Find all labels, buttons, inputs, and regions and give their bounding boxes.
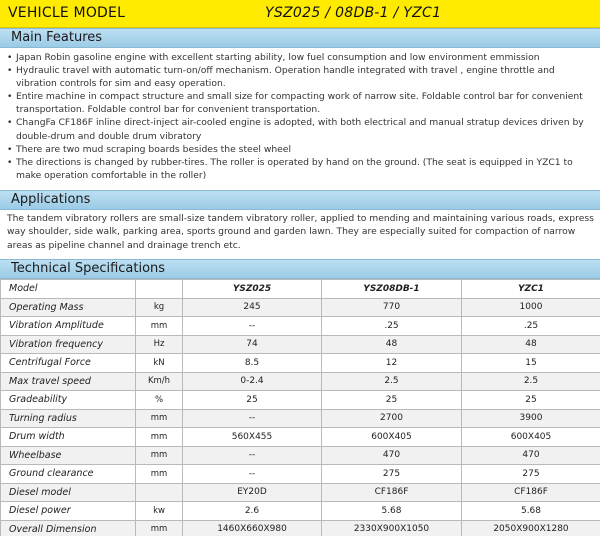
vehicle-model-list: YSZ025 / 08DB-1 / YZC1 [265,5,442,21]
spec-row [1,335,600,354]
spec-value-model-1: -- [183,317,322,336]
vehicle-model-bar [0,0,600,28]
spec-row [1,465,600,484]
spec-value-model-2: 600X405 [322,428,462,447]
spec-unit: mm [136,409,183,428]
spec-row [1,372,600,391]
spec-label: Turning radius [1,409,136,428]
spec-value-model-1: 560X455 [183,428,322,447]
spec-value-model-2: 2700 [322,409,462,428]
spec-value-model-3: 5.68 [462,502,600,521]
feature-item: • Entire machine in compact structure and small size for compacting work of narrow site. Foldable control bar for convenient transportation. Foldable control bar for convenient transportation. [7,90,597,116]
spec-value-model-3: 25 [462,391,600,410]
spec-value-model-3: 470 [462,446,600,465]
spec-row [1,354,600,373]
spec-row [1,409,600,428]
spec-value-model-3: 1000 [462,298,600,317]
spec-unit: % [136,391,183,410]
spec-value-model-2: 770 [322,298,462,317]
spec-header-model-2: YSZ08DB-1 [322,280,462,299]
spec-value-model-3: CF186F [462,483,600,502]
spec-value-model-3: 48 [462,335,600,354]
spec-row [1,483,600,502]
spec-value-model-3: .25 [462,317,600,336]
spec-header-model-3: YZC1 [462,280,600,299]
spec-header-label: Model [1,280,136,299]
spec-value-model-1: 8.5 [183,354,322,373]
spec-unit: Km/h [136,372,183,391]
spec-row [1,391,600,410]
spec-label: Diesel power [1,502,136,521]
spec-value-model-3: 15 [462,354,600,373]
spec-value-model-1: 25 [183,391,322,410]
spec-unit: mm [136,520,183,536]
spec-label: Max travel speed [1,372,136,391]
spec-label: Vibration Amplitude [1,317,136,336]
spec-value-model-1: 1460X660X980 [183,520,322,536]
spec-header-unit [136,280,183,299]
spec-value-model-2: .25 [322,317,462,336]
spec-header-row [1,280,600,299]
spec-row [1,502,600,521]
spec-value-model-2: 275 [322,465,462,484]
feature-item: • Hydraulic travel with automatic turn-on/off mechanism. Operation handle integrated with travel , engine throttle and vibration controls for sim and easy operation. [7,64,597,90]
spec-value-model-2: 470 [322,446,462,465]
spec-label: Gradeability [1,391,136,410]
spec-row [1,446,600,465]
spec-value-model-2: 12 [322,354,462,373]
spec-label: Ground clearance [1,465,136,484]
applications-header [0,190,600,210]
spec-row [1,298,600,317]
spec-unit: mm [136,317,183,336]
spec-label: Operating Mass [1,298,136,317]
spec-unit: kw [136,502,183,521]
spec-row [1,317,600,336]
main-features-list [7,51,597,182]
spec-unit: mm [136,428,183,447]
spec-label: Drum width [1,428,136,447]
technical-specifications-title: Technical Specifications [11,261,166,276]
spec-value-model-1: EY20D [183,483,322,502]
feature-item: • The directions is changed by rubber-tires. The roller is operated by hand on the ground. (The seat is equipped in YZC1 to make operation comfortable in the roller) [7,156,597,182]
spec-value-model-1: -- [183,446,322,465]
spec-value-model-2: 25 [322,391,462,410]
spec-label: Wheelbase [1,446,136,465]
spec-value-model-1: -- [183,409,322,428]
spec-value-model-3: 3900 [462,409,600,428]
spec-table [0,279,600,536]
main-features-title: Main Features [11,30,103,45]
spec-label: Vibration frequency [1,335,136,354]
feature-item: • There are two mud scraping boards besides the steel wheel [7,143,597,156]
spec-label: Overall Dimension [1,520,136,536]
spec-value-model-2: 48 [322,335,462,354]
spec-header-model-1: YSZ025 [183,280,322,299]
spec-value-model-3: 2050X900X1280 [462,520,600,536]
spec-value-model-1: -- [183,465,322,484]
vehicle-model-label: VEHICLE MODEL [8,5,126,21]
spec-row [1,520,600,536]
spec-label: Centrifugal Force [1,354,136,373]
feature-item: • ChangFa CF186F inline direct-inject air-cooled engine is adopted, with both electrical and manual stratup devices driven by double-drum and double drum vibratory [7,116,597,142]
spec-unit: kg [136,298,183,317]
spec-value-model-1: 74 [183,335,322,354]
spec-value-model-2: CF186F [322,483,462,502]
spec-value-model-1: 245 [183,298,322,317]
technical-specifications-header [0,259,600,279]
spec-value-model-2: 2330X900X1050 [322,520,462,536]
spec-value-model-1: 2.6 [183,502,322,521]
applications-title: Applications [11,192,91,207]
applications-text: The tandem vibratory rollers are small-size tandem vibratory roller, applied to mending and maintaining various roads, express way shoulder, side walk, parking area, sports ground and garden lawn. They are especially suited for compaction of narrow areas as pipeline channel and drainage trench etc. [7,213,594,251]
spec-unit: Hz [136,335,183,354]
spec-value-model-2: 2.5 [322,372,462,391]
main-features-header [0,28,600,48]
spec-unit: mm [136,446,183,465]
spec-value-model-3: 275 [462,465,600,484]
spec-value-model-1: 0-2.4 [183,372,322,391]
spec-value-model-2: 5.68 [322,502,462,521]
spec-value-model-3: 600X405 [462,428,600,447]
spec-unit [136,483,183,502]
spec-label: Diesel model [1,483,136,502]
spec-row [1,428,600,447]
spec-value-model-3: 2.5 [462,372,600,391]
spec-unit: kN [136,354,183,373]
spec-unit: mm [136,465,183,484]
feature-item: • Japan Robin gasoline engine with excellent starting ability, low fuel consumption and low environment emmission [7,51,597,64]
